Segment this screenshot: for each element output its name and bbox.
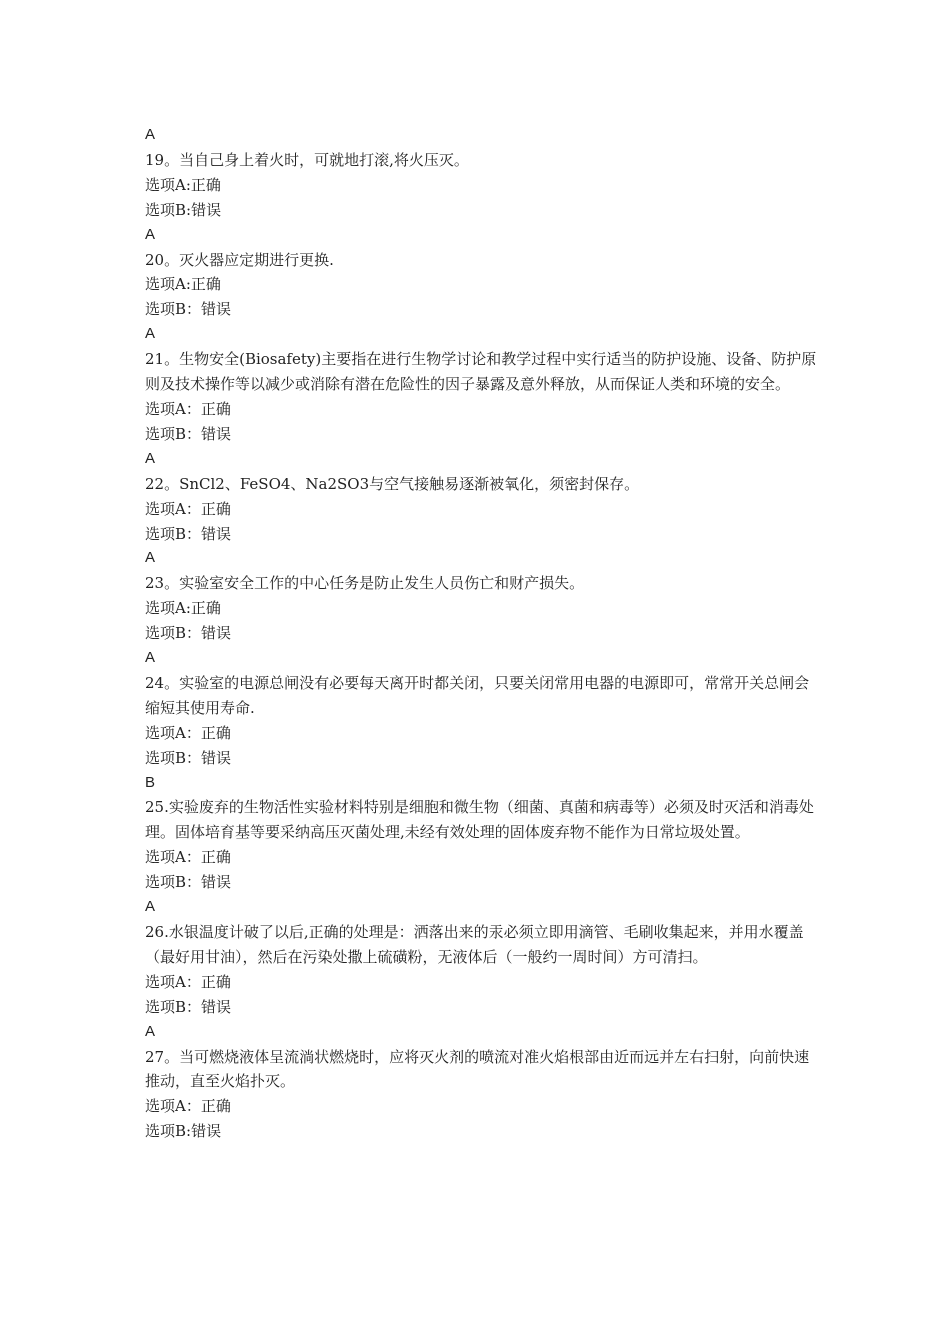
option-a: 选项A：正确	[145, 972, 231, 991]
option-a: 选项A:正确	[145, 275, 221, 294]
answer-line: A	[145, 1022, 156, 1040]
option-b: 选项B：错误	[145, 873, 232, 892]
question-19: 19。当自己身上着火时，可就地打滚,将火压灭。	[145, 150, 469, 169]
option-a: 选项A：正确	[145, 499, 231, 518]
answer-line: A	[145, 649, 156, 667]
option-a: 选项A：正确	[145, 848, 231, 867]
option-a: 选项A:正确	[145, 599, 221, 618]
answer-line: A	[145, 898, 156, 916]
answer-line: A	[145, 449, 156, 467]
question-25: 25.实验废弃的生物活性实验材料特别是细胞和微生物（细菌、真菌和病毒等）必须及时灭活和消毒处理。固体培育基等要采纳高压灭菌处理,未经有效处理的固体废弃物不能作为日常垃圾处置。	[145, 798, 814, 842]
question-20: 20。灭火器应定期进行更换.	[145, 250, 334, 269]
option-b: 选项B:错误	[145, 200, 222, 219]
option-b: 选项B：错误	[145, 524, 232, 543]
answer-line: A	[145, 325, 156, 343]
answer-line: A	[145, 126, 156, 143]
question-24: 24。实验室的电源总闸没有必要每天离开时都关闭，只要关闭常用电器的电源即可，常常开关总闸会缩短其使用寿命.	[145, 673, 810, 717]
question-21: 21。生物安全(Biosafety)主要指在进行生物学讨论和教学过程中实行适当的防护设施、设备、防护原则及技术操作等以减少或消除有潜在危险性的因子暴露及意外释放，从而保证人类和环境的安全。	[145, 350, 817, 394]
option-b: 选项B：错误	[145, 624, 232, 643]
option-a: 选项A:正确	[145, 175, 221, 194]
answer-line: A	[145, 225, 156, 243]
option-b: 选项B：错误	[145, 748, 232, 767]
answer-line: A	[145, 549, 156, 567]
option-b: 选项B：错误	[145, 300, 232, 319]
document-page	[145, 123, 820, 1144]
question-27: 27。当可燃烧液体呈流淌状燃烧时，应将灭火剂的喷流对准火焰根部由近而远并左右扫射，向前快速推动，直至火焰扑灭。	[145, 1047, 810, 1091]
option-a: 选项A：正确	[145, 399, 231, 418]
question-26: 26.水银温度计破了以后,正确的处理是：洒落出来的汞必须立即用滴管、毛刷收集起来，并用水覆盖（最好用甘油），然后在污染处撒上硫磺粉，无液体后（一般约一周时间）方可清扫。	[145, 923, 804, 966]
option-b: 选项B：错误	[145, 997, 232, 1016]
option-a: 选项A：正确	[145, 723, 231, 742]
answer-line: B	[145, 773, 156, 791]
option-a: 选项A：正确	[145, 1097, 231, 1116]
option-b: 选项B：错误	[145, 424, 232, 443]
question-22: 22。SnCl2、FeSO4、Na2SO3与空气接触易逐渐被氧化，须密封保存。	[145, 474, 640, 493]
question-23: 23。实验室安全工作的中心任务是防止发生人员伤亡和财产损失。	[145, 574, 585, 593]
option-b: 选项B:错误	[145, 1122, 222, 1141]
